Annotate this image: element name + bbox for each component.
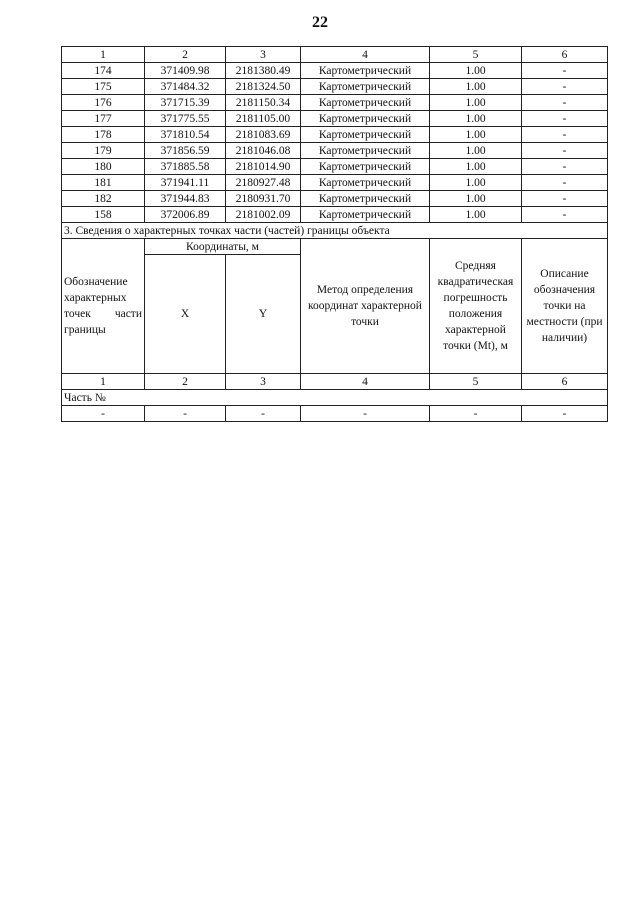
header-method: Метод определения координат характерной точки xyxy=(301,239,430,374)
table-cell: Картометрический xyxy=(301,79,430,95)
table-cell: - xyxy=(522,143,608,159)
table-row xyxy=(62,191,608,207)
table-row xyxy=(62,207,608,223)
header-coordinates: Координаты, м xyxy=(145,239,301,255)
table-cell: - xyxy=(226,406,301,422)
table-cell: 1.00 xyxy=(430,207,522,223)
table-cell: 2181014.90 xyxy=(226,159,301,175)
table-cell: 2181046.08 xyxy=(226,143,301,159)
table-cell: - xyxy=(522,95,608,111)
table-cell: - xyxy=(145,406,226,422)
table-cell: Картометрический xyxy=(301,175,430,191)
table-cell: 1.00 xyxy=(430,143,522,159)
table-row xyxy=(62,143,608,159)
table-cell: 178 xyxy=(62,127,145,143)
table-cell: Картометрический xyxy=(301,143,430,159)
table-cell: - xyxy=(522,159,608,175)
column-number: 4 xyxy=(301,374,430,390)
column-number: 6 xyxy=(522,47,608,63)
table-cell: 2181324.50 xyxy=(226,79,301,95)
table-cell: - xyxy=(522,191,608,207)
table-cell: 1.00 xyxy=(430,63,522,79)
column-number: 1 xyxy=(62,47,145,63)
table-row xyxy=(62,63,608,79)
table-cell: 371715.39 xyxy=(145,95,226,111)
column-number: 1 xyxy=(62,374,145,390)
table-cell: 2181150.34 xyxy=(226,95,301,111)
table-cell: 2181105.00 xyxy=(226,111,301,127)
section-header-row xyxy=(62,239,608,255)
table-cell: 2180931.70 xyxy=(226,191,301,207)
table-cell: 1.00 xyxy=(430,111,522,127)
table-cell: 1.00 xyxy=(430,191,522,207)
table-cell: - xyxy=(522,79,608,95)
table-cell: 181 xyxy=(62,175,145,191)
table-cell: 371775.55 xyxy=(145,111,226,127)
table-row xyxy=(62,406,608,422)
table-cell: 371810.54 xyxy=(145,127,226,143)
column-number: 2 xyxy=(145,47,226,63)
column-number: 5 xyxy=(430,47,522,63)
table-cell: Картометрический xyxy=(301,63,430,79)
table-cell: 371944.83 xyxy=(145,191,226,207)
column-number: 2 xyxy=(145,374,226,390)
table-cell: Картометрический xyxy=(301,191,430,207)
table-cell: 176 xyxy=(62,95,145,111)
table-cell: 174 xyxy=(62,63,145,79)
header-point-designation: Обозначение характерных точек части границы xyxy=(62,239,145,374)
table-cell: 1.00 xyxy=(430,95,522,111)
coordinates-table xyxy=(61,46,608,422)
table-cell: 177 xyxy=(62,111,145,127)
table-cell: - xyxy=(522,207,608,223)
table-row xyxy=(62,175,608,191)
header-x: X xyxy=(145,255,226,374)
column-number: 3 xyxy=(226,374,301,390)
table-cell: Картометрический xyxy=(301,111,430,127)
header-error: Средняя квадратическая погрешность положения характерной точки (Mt), м xyxy=(430,239,522,374)
column-number: 4 xyxy=(301,47,430,63)
column-number: 6 xyxy=(522,374,608,390)
table-cell: 175 xyxy=(62,79,145,95)
table-cell: 1.00 xyxy=(430,175,522,191)
table-cell: 1.00 xyxy=(430,127,522,143)
page-number: 22 xyxy=(312,14,328,31)
table-cell: 1.00 xyxy=(430,159,522,175)
column-number-row xyxy=(62,47,608,63)
table-cell: - xyxy=(522,63,608,79)
table-row xyxy=(62,127,608,143)
table-cell: Картометрический xyxy=(301,95,430,111)
table-cell: 371885.58 xyxy=(145,159,226,175)
table-cell: 2181083.69 xyxy=(226,127,301,143)
section-column-number-row xyxy=(62,374,608,390)
table-cell: 2181002.09 xyxy=(226,207,301,223)
table-cell: 372006.89 xyxy=(145,207,226,223)
table-cell: 158 xyxy=(62,207,145,223)
table-cell: - xyxy=(522,406,608,422)
header-y: Y xyxy=(226,255,301,374)
table-row xyxy=(62,159,608,175)
table-cell: 1.00 xyxy=(430,79,522,95)
table-cell: - xyxy=(301,406,430,422)
table-cell: 371941.11 xyxy=(145,175,226,191)
table-cell: - xyxy=(430,406,522,422)
table-row xyxy=(62,95,608,111)
table-cell: 371484.32 xyxy=(145,79,226,95)
section-title: 3. Сведения о характерных точках части (частей) границы объекта xyxy=(62,223,608,239)
table-body xyxy=(62,47,608,422)
table-cell: - xyxy=(522,175,608,191)
table-cell: 371409.98 xyxy=(145,63,226,79)
table-cell: 371856.59 xyxy=(145,143,226,159)
table-cell: 2181380.49 xyxy=(226,63,301,79)
table-cell: 179 xyxy=(62,143,145,159)
table-cell: - xyxy=(62,406,145,422)
part-label: Часть № xyxy=(62,390,608,406)
table-cell: Картометрический xyxy=(301,127,430,143)
table-row xyxy=(62,79,608,95)
table-cell: Картометрический xyxy=(301,159,430,175)
table-cell: 2180927.48 xyxy=(226,175,301,191)
table-row xyxy=(62,111,608,127)
column-number: 3 xyxy=(226,47,301,63)
table-cell: - xyxy=(522,127,608,143)
table-cell: 180 xyxy=(62,159,145,175)
part-row xyxy=(62,390,608,406)
table-cell: Картометрический xyxy=(301,207,430,223)
header-description: Описание обозначения точки на местности (при наличии) xyxy=(522,239,608,374)
table-cell: - xyxy=(522,111,608,127)
table-cell: 182 xyxy=(62,191,145,207)
section-title-row xyxy=(62,223,608,239)
column-number: 5 xyxy=(430,374,522,390)
